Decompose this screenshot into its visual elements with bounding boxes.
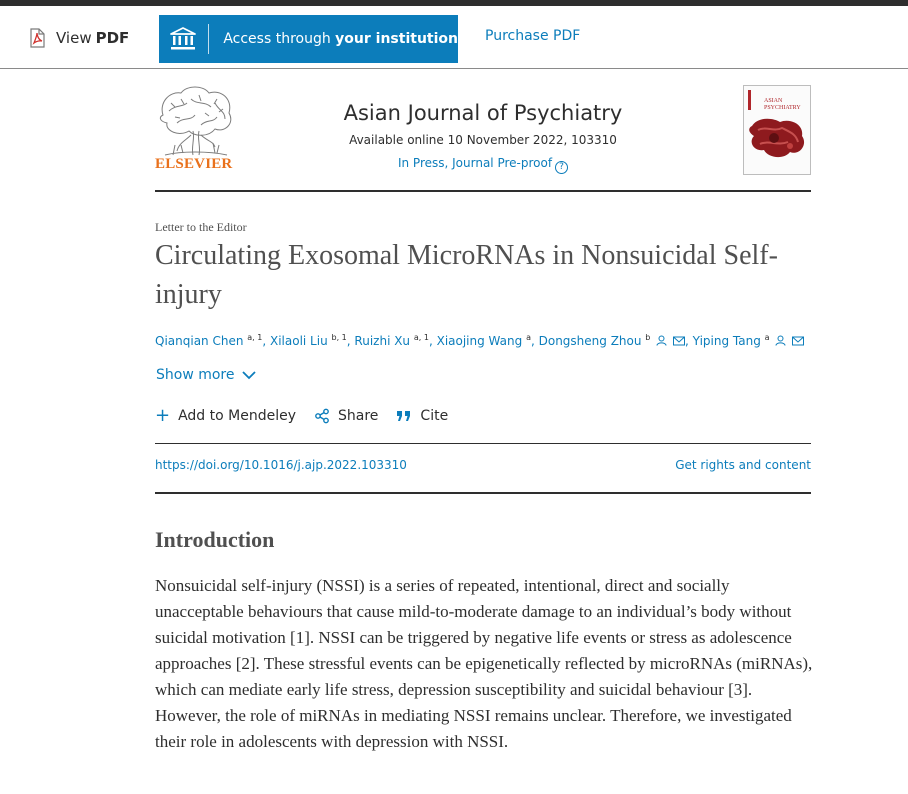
share-icon: [314, 408, 330, 424]
rights-and-content-link[interactable]: Get rights and content: [675, 458, 811, 472]
cover-title-line-1: ASIAN: [764, 98, 783, 104]
intro-paragraph: Nonsuicidal self-injury (NSSI) is a series of repeated, intentional, direct and socially unacceptable behaviours that cause mild-to-moderate damage to an individual’s body without suicidal motivation [1]. NSSI can be triggered by negative life events or stress as adolescence approaches [2]. These stressful events can be epigenetically reflected by microRNAs (miRNAs), which can mediate early life stress, depression susceptibility and suicidal behaviour [3]. However, the role of miRNAs in mediating NSSI remains unclear. Therefore, we investigated their role in adolescents with depression with NSSI.: [155, 576, 813, 751]
author-affiliation[interactable]: a, 1: [413, 333, 429, 342]
author-affiliation[interactable]: a: [526, 333, 531, 342]
author-link[interactable]: Xiaojing Wang: [436, 334, 523, 348]
journal-title-link[interactable]: Asian Journal of Psychiatry: [343, 101, 623, 125]
author-link[interactable]: Ruizhi Xu: [354, 334, 411, 348]
view-pdf-button[interactable]: [27, 28, 129, 48]
person-icon[interactable]: [775, 335, 786, 346]
envelope-icon[interactable]: [673, 336, 685, 346]
cite-button[interactable]: [396, 408, 448, 424]
author-affiliation[interactable]: b, 1: [331, 333, 347, 342]
elsevier-wordmark: ELSEVIER: [155, 156, 233, 172]
share-label: Share: [338, 408, 379, 424]
section-heading: Introduction: [155, 527, 275, 552]
author-affiliation[interactable]: a, 1: [247, 333, 263, 342]
envelope-icon[interactable]: [792, 336, 804, 346]
bank-building-icon: [159, 15, 208, 63]
doi-link[interactable]: https://doi.org/10.1016/j.ajp.2022.103310: [155, 458, 407, 472]
add-to-mendeley-button[interactable]: [155, 407, 296, 425]
view-pdf-label: View: [56, 29, 92, 47]
access-label: Access through: [223, 31, 331, 47]
quote-icon: [396, 409, 412, 423]
person-icon[interactable]: [656, 335, 667, 346]
article-title: Circulating Exosomal MicroRNAs in Nonsuicidal Self-injury: [155, 240, 778, 310]
share-button[interactable]: [314, 408, 378, 424]
cover-artwork: [744, 86, 811, 175]
author-affiliation[interactable]: b: [645, 333, 651, 342]
show-more-label: Show more: [156, 367, 235, 383]
author-list: Qianqian Chen $^{a, 1}$, Xilaoli Liu $^{b, 1}$, Ruizhi Xu $^{a, 1}$, Xiaojing Wang $^a$, Dongsheng Zhou $^b$ , Yiping Tang $^a$: [155, 333, 804, 348]
plus-icon: +: [155, 405, 171, 426]
pdf-file-icon: [27, 28, 47, 48]
view-pdf-label-bold: PDF: [95, 29, 130, 47]
cite-label: Cite: [420, 408, 449, 424]
journal-title: [155, 101, 811, 125]
article-type: Letter to the Editor: [155, 220, 247, 234]
article-status: [155, 156, 811, 174]
author-affiliation[interactable]: a: [764, 333, 770, 342]
show-more-button[interactable]: [156, 367, 256, 383]
purchase-pdf-link[interactable]: Purchase PDF: [485, 28, 581, 44]
availability-date: Available online 10 November 2022, 103310: [349, 133, 617, 147]
article-status-link[interactable]: In Press, Journal Pre-proof: [397, 156, 553, 170]
cover-title-line-2: PSYCHIATRY: [764, 105, 801, 111]
author-link[interactable]: Yiping Tang: [692, 334, 761, 348]
chevron-down-icon: [242, 371, 256, 380]
help-circle-icon[interactable]: ?: [555, 161, 568, 174]
access-label-bold: your institution: [335, 31, 458, 47]
button-divider: [208, 24, 209, 54]
journal-header: [155, 83, 811, 192]
mendeley-label: Add to Mendeley: [178, 408, 297, 424]
author-link[interactable]: Qianqian Chen: [155, 334, 244, 348]
author-link[interactable]: Xilaoli Liu: [269, 334, 328, 348]
article-toolbar: [0, 6, 908, 69]
article-actions: [155, 406, 466, 426]
access-institution-button[interactable]: [159, 15, 458, 63]
doi-bar: [155, 443, 811, 494]
author-link[interactable]: Dongsheng Zhou: [538, 334, 642, 348]
journal-cover-image[interactable]: [743, 85, 811, 175]
